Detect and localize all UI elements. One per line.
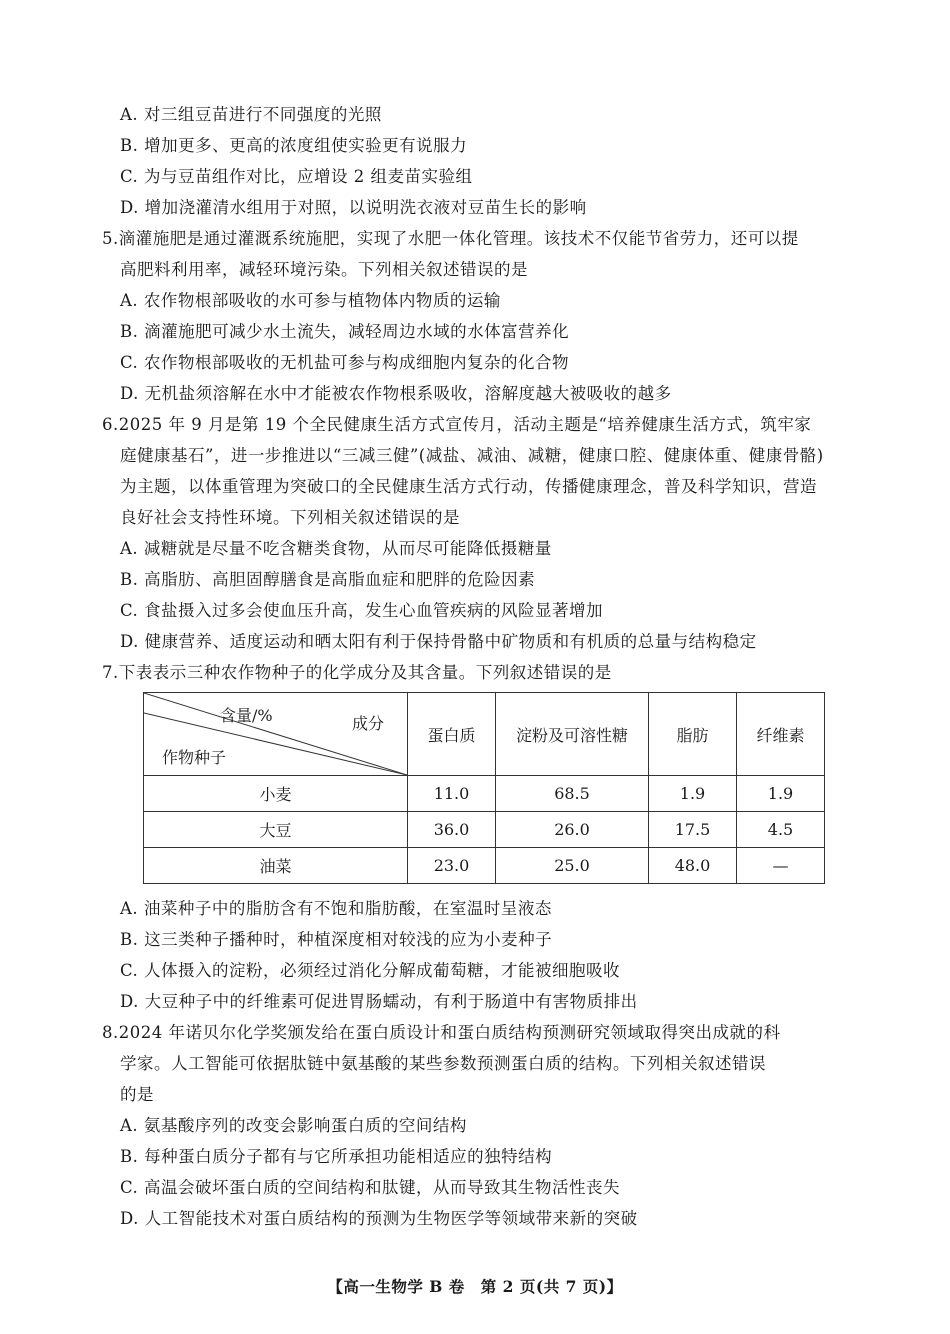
- table-row: [144, 848, 825, 884]
- row-name: 小麦: [144, 776, 408, 812]
- q5-option-d: D. 无机盐须溶解在水中才能被农作物根系吸收，溶解度越大被吸收的越多: [120, 384, 672, 403]
- table-row: [144, 776, 825, 812]
- q6-stem-line-2: 庭健康基石”，进一步推进以“三减三健”(减盐、减油、减糖，健康口腔、健康体重、健康骨骼): [120, 446, 824, 465]
- q7-stem: 7.下表表示三种农作物种子的化学成分及其含量。下列叙述错误的是: [102, 663, 612, 682]
- table-cell: 36.0: [408, 812, 496, 848]
- table-cell: —: [737, 848, 825, 884]
- q4-option-d: D. 增加浇灌清水组用于对照，以说明洗衣液对豆苗生长的影响: [120, 198, 587, 217]
- column-header-protein: 蛋白质: [408, 693, 496, 776]
- table-cell: 26.0: [496, 812, 649, 848]
- q4-option-c: C. 为与豆苗组作对比，应增设 2 组麦苗实验组: [120, 167, 473, 186]
- q5-option-c: C. 农作物根部吸收的无机盐可参与构成细胞内复杂的化合物: [120, 353, 570, 372]
- q5-option-a: A. 农作物根部吸收的水可参与植物体内物质的运输: [120, 291, 501, 310]
- table-cell: 4.5: [737, 812, 825, 848]
- table-cell: 68.5: [496, 776, 649, 812]
- table-cell: 1.9: [649, 776, 737, 812]
- q7-option-b: B. 这三类种子播种时，种植深度相对较浅的应为小麦种子: [120, 930, 553, 949]
- column-header-cellulose: 纤维素: [737, 693, 825, 776]
- table-corner-cell: [144, 693, 408, 776]
- q8-stem-line-3: 的是: [120, 1085, 154, 1104]
- q6-stem-line-4: 良好社会支持性环境。下列相关叙述错误的是: [120, 508, 460, 527]
- q5-stem-line-2: 高肥料利用率，减轻环境污染。下列相关叙述错误的是: [120, 260, 528, 279]
- q8-stem-line-2: 学家。人工智能可依据肽链中氨基酸的某些参数预测蛋白质的结构。下列相关叙述错误: [120, 1054, 766, 1073]
- table-cell: 17.5: [649, 812, 737, 848]
- page-footer: 【高一生物学 B 卷 第 2 页(共 7 页)】: [327, 1277, 623, 1296]
- corner-label-content: 含量/%: [220, 706, 273, 725]
- table-header-row: [144, 693, 825, 776]
- q6-option-b: B. 高脂肪、高胆固醇膳食是高脂血症和肥胖的危险因素: [120, 570, 536, 589]
- table-cell: 1.9: [737, 776, 825, 812]
- corner-label-crop: 作物种子: [162, 748, 227, 767]
- q8-option-d: D. 人工智能技术对蛋白质结构的预测为生物医学等领域带来新的突破: [120, 1209, 638, 1228]
- table-cell: 48.0: [649, 848, 737, 884]
- table-cell: 25.0: [496, 848, 649, 884]
- column-header-starch-sugar: 淀粉及可溶性糖: [496, 693, 649, 776]
- column-header-fat: 脂肪: [649, 693, 737, 776]
- q8-stem-line-1: 8.2024 年诺贝尔化学奖颁发给在蛋白质设计和蛋白质结构预测研究领域取得突出成就的科: [102, 1023, 781, 1042]
- q8-option-b: B. 每种蛋白质分子都有与它所承担功能相适应的独特结构: [120, 1147, 553, 1166]
- row-name: 油菜: [144, 848, 408, 884]
- corner-label-component: 成分: [352, 714, 385, 733]
- q8-option-a: A. 氨基酸序列的改变会影响蛋白质的空间结构: [120, 1116, 467, 1135]
- table-row: [144, 812, 825, 848]
- q7-option-c: C. 人体摄入的淀粉，必须经过消化分解成葡萄糖，才能被细胞吸收: [120, 961, 621, 980]
- table-cell: 23.0: [408, 848, 496, 884]
- q8-option-c: C. 高温会破坏蛋白质的空间结构和肽键，从而导致其生物活性丧失: [120, 1178, 621, 1197]
- q6-option-c: C. 食盐摄入过多会使血压升高，发生心血管疾病的风险显著增加: [120, 601, 604, 620]
- q4-option-b: B. 增加更多、更高的浓度组使实验更有说服力: [120, 136, 468, 155]
- q6-option-d: D. 健康营养、适度运动和晒太阳有利于保持骨骼中矿物质和有机质的总量与结构稳定: [120, 632, 757, 651]
- q5-option-b: B. 滴灌施肥可减少水土流失，减轻周边水域的水体富营养化: [120, 322, 570, 341]
- q7-option-d: D. 大豆种子中的纤维素可促进胃肠蠕动，有利于肠道中有害物质排出: [120, 992, 638, 1011]
- q7-option-a: A. 油菜种子中的脂肪含有不饱和脂肪酸，在室温时呈液态: [120, 899, 552, 918]
- seed-composition-table: [143, 692, 825, 884]
- table-cell: 11.0: [408, 776, 496, 812]
- q5-stem-line-1: 5.滴灌施肥是通过灌溉系统施肥，实现了水肥一体化管理。该技术不仅能节省劳力，还可以提: [102, 229, 799, 248]
- q6-stem-line-3: 为主题，以体重管理为突破口的全民健康生活方式行动，传播健康理念，普及科学知识，营造: [120, 477, 817, 496]
- row-name: 大豆: [144, 812, 408, 848]
- q4-option-a: A. 对三组豆苗进行不同强度的光照: [120, 105, 382, 124]
- q6-stem-line-1: 6.2025 年 9 月是第 19 个全民健康生活方式宣传月，活动主题是“培养健康生活方式，筑牢家: [102, 415, 812, 434]
- q6-option-a: A. 减糖就是尽量不吃含糖类食物，从而尽可能降低摄糖量: [120, 539, 552, 558]
